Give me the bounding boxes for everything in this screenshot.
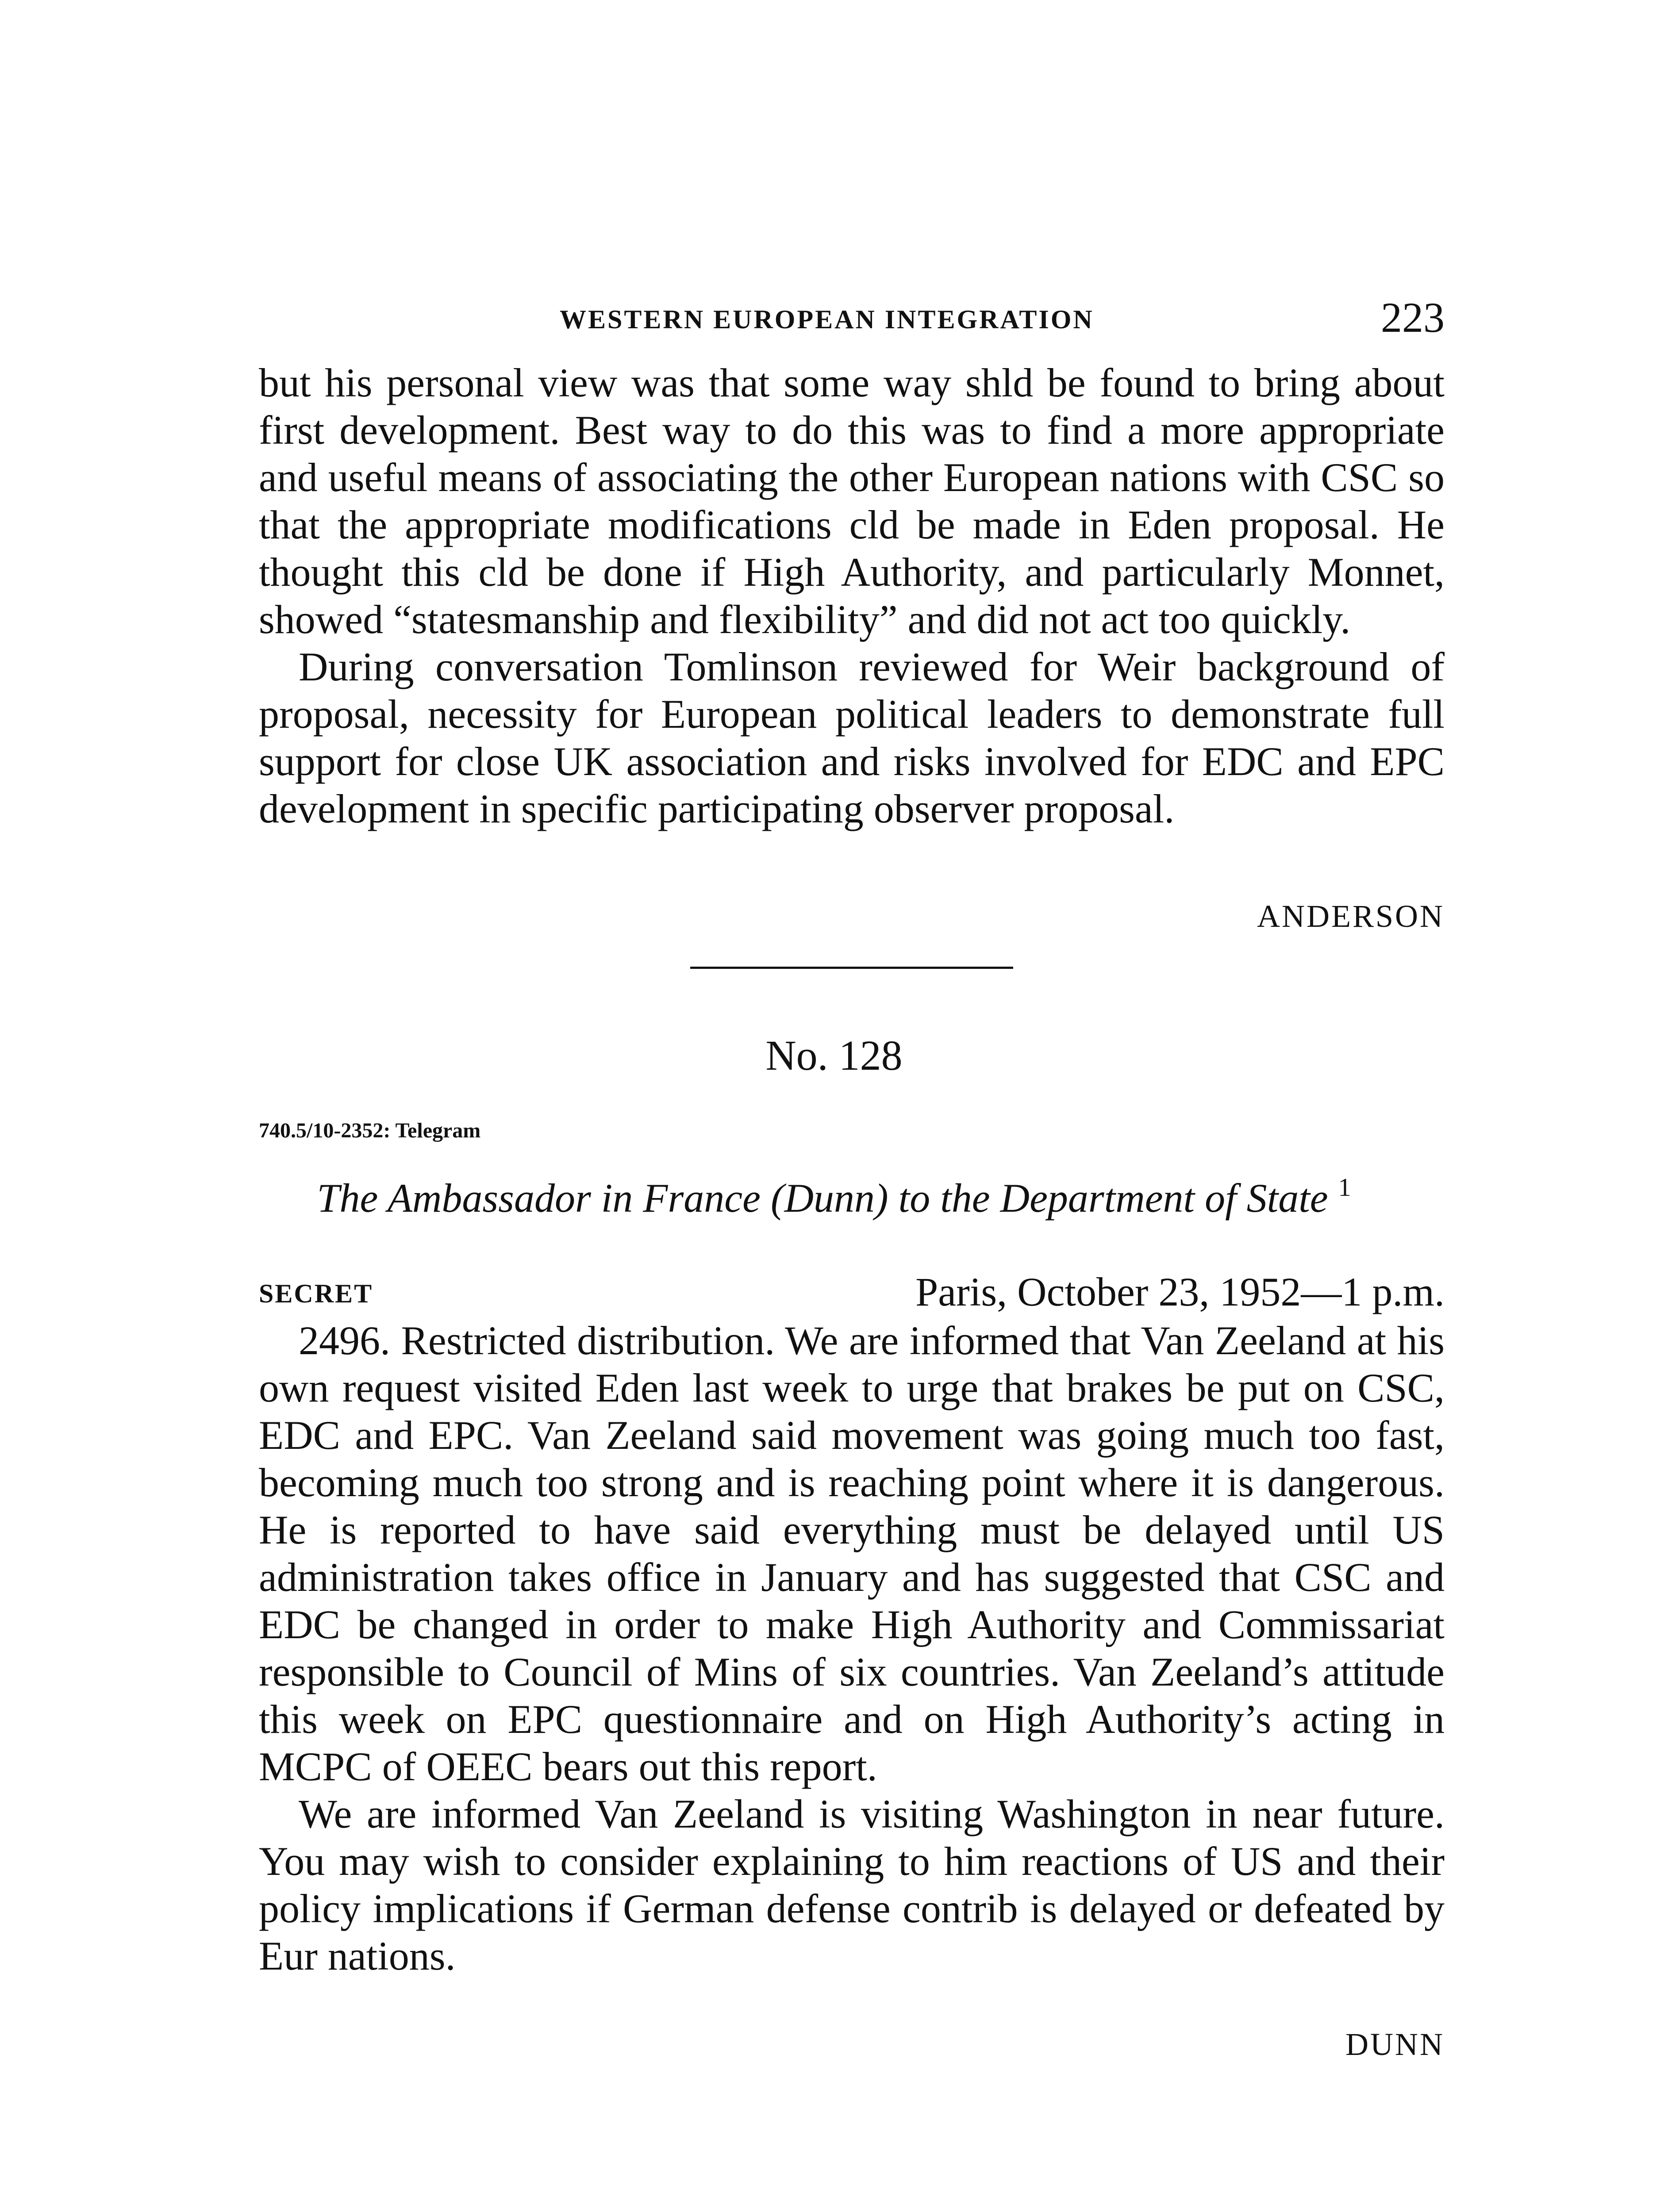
- document-title: [0, 1172, 1668, 1221]
- dateline: [915, 1268, 1445, 1315]
- signature-text: DUNN: [1345, 2027, 1445, 2062]
- page-number: 223: [1381, 294, 1445, 341]
- body-paragraph: 2496. Restricted distribution. We are informed that Van Zeeland at his own request visited Eden last week to urge that brakes be put on CSC, EDC and EPC. Van Zeeland said movement was going much too fast, becoming much too strong and is reaching point where it is dangerous. He is reported to have said everything must be delayed until US administration takes office in January and has suggested that CSC and EDC be changed in order to make High Authority and Commissariat responsible to Council of Mins of six countries. Van Zeeland’s attitude this week on EPC questionnaire and on High Authority’s acting in MCPC of OEEC bears out this report.: [259, 1318, 1445, 1789]
- running-header: [259, 293, 1445, 346]
- body-paragraph: We are informed Van Zeeland is visiting Washington in near future. You may wish to consider explaining to him reactions of US and their policy implications if German defense contrib is delayed or defeated by Eur nations.: [259, 1791, 1445, 1978]
- document-title-text: The Ambassador in France (Dunn) to the Department of State: [317, 1175, 1328, 1221]
- document-number: No. 128: [765, 1032, 903, 1079]
- body-paragraph: but his personal view was that some way shld be found to bring about first development. Best way to do this was to find a more appropriate and useful means of associating the other European nations with CSC so that the appropriate modifications cld be made in Eden proposal. He thought this cld be done if High Authority, and particularly Monnet, showed “statesmanship and flexibility” and did not act too quickly.: [259, 360, 1445, 642]
- footnote-reference: 1: [1338, 1173, 1351, 1202]
- dateline-date: October 23, 1952—1 p.m.: [1017, 1269, 1445, 1314]
- signature-dunn: [1345, 2026, 1445, 2063]
- continued-telegram: [259, 359, 1445, 833]
- telegram-body: [259, 1317, 1445, 1980]
- section-divider: [690, 967, 1013, 969]
- running-title: WESTERN EUROPEAN INTEGRATION: [560, 305, 1094, 334]
- dateline-place: Paris,: [915, 1269, 1007, 1314]
- classification-label: SECRET: [259, 1279, 373, 1308]
- signature-anderson: [1257, 898, 1445, 935]
- file-reference: 740.5/10-2352: Telegram: [259, 1119, 481, 1142]
- body-paragraph: During conversation Tomlinson reviewed for Weir background of proposal, necessity for European political leaders to demonstrate full support for close UK association and risks involved for EDC and EPC development in specific participating observer proposal.: [259, 644, 1445, 831]
- signature-text: ANDERSON: [1257, 899, 1445, 934]
